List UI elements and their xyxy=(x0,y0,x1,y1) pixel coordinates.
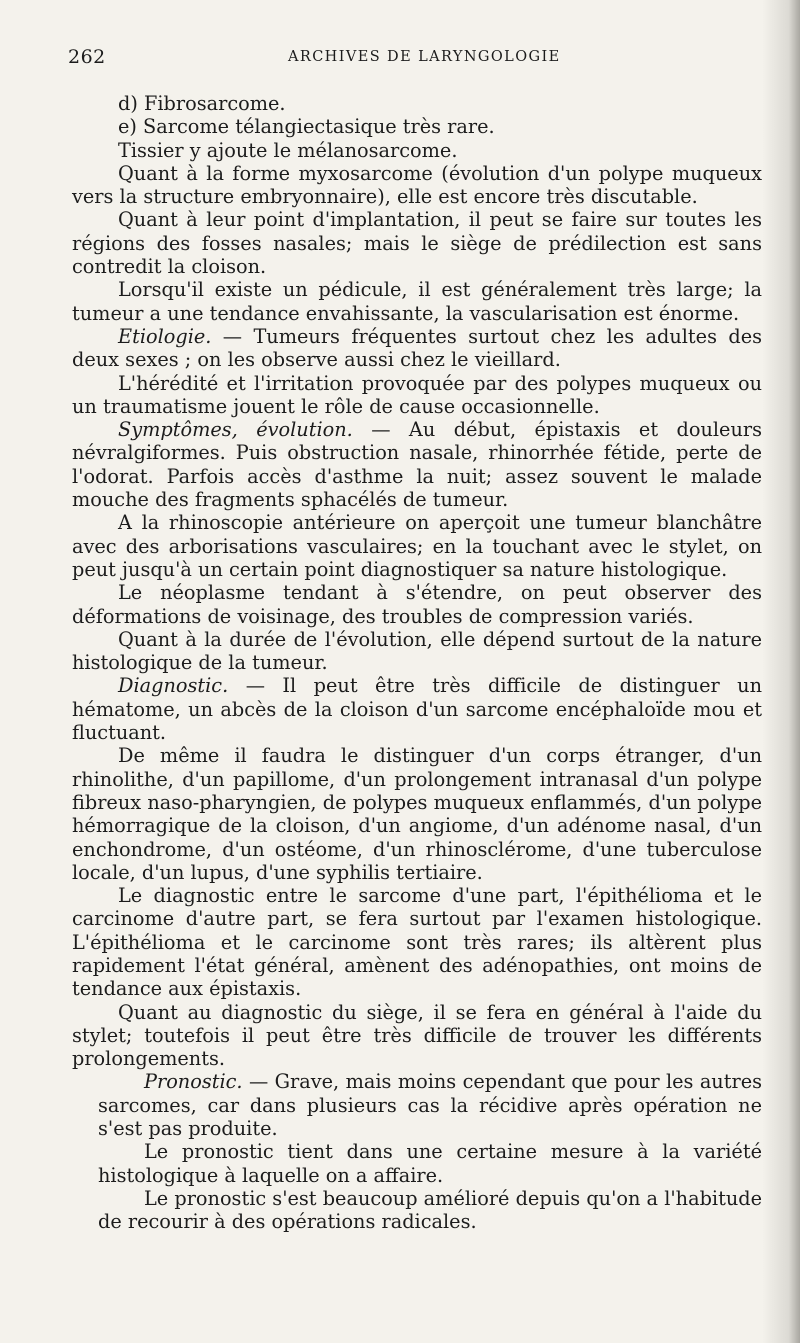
paragraph: Quant à la durée de l'évolution, elle dépend surtout de la nature histologique de la tumeur. xyxy=(72,627,762,675)
paragraph: Lorsqu'il existe un pédicule, il est généralement très large; la tumeur a une tendance envahissante, la vascularisation est énorme. xyxy=(72,278,762,325)
section-heading-etiologie: Etiologie. xyxy=(118,324,212,348)
paragraph: Quant à leur point d'implantation, il peut se faire sur toutes les régions des fosses nasales; mais le siège de prédilection est sans contredit la cloison. xyxy=(72,208,762,279)
page-number: 262 xyxy=(68,46,106,68)
paragraph: d) Fibrosarcome. xyxy=(118,92,286,115)
section-heading-diagnostic: Diagnostic. xyxy=(118,674,229,698)
paragraph-etiologie xyxy=(72,325,762,372)
paragraph-text: — Tumeurs fréquentes surtout chez les adultes des deux sexes ; on les observe aussi chez le vieillard. xyxy=(72,324,762,372)
running-title: ARCHIVES DE LARYNGOLOGIE xyxy=(288,49,561,65)
paragraph: Quant à la forme myxosarcome (évolution d'un polype muqueux vers la structure embryonnaire), elle est encore très discutable. xyxy=(72,161,762,209)
section-heading-pronostic: Pronostic. xyxy=(144,1070,243,1094)
paragraph: Le pronostic tient dans une certaine mesure à la variété histologique à laquelle on a affaire. xyxy=(98,1140,762,1187)
section-heading-symptomes: Symptômes, évolution. xyxy=(118,418,353,442)
paragraph: De même il faudra le distinguer d'un corps étranger, d'un rhinolithe, d'un papillome, d'un prolongement intranasal d'un polype fibreux naso-pharyngien, de polypes muqueux enflammés, d'un polype hémorragique de la cloison, d'un angiome, d'un adénome nasal, d'un enchondrome, d'un ostéome, d'un rhinosclérome, d'une tuberculose locale, d'un lupus, d'une syphilis tertiaire. xyxy=(72,744,762,884)
paragraph-diagnostic xyxy=(72,674,762,744)
paragraph: A la rhinoscopie antérieure on aperçoit une tumeur blanchâtre avec des arborisations vasculaires; en la touchant avec le stylet, on peut jusqu'à un certain point diagnostiquer sa nature histologique. xyxy=(72,511,762,581)
paragraph: Le diagnostic entre le sarcome d'une part, l'épithélioma et le carcinome d'autre part, se fera surtout par l'examen histologique. L'épithélioma et le carcinome sont très rares; ils altèrent plus rapidement l'état général, amènent des adénopathies, ont moins de tendance aux épistaxis. xyxy=(72,884,762,1001)
paragraph: Tissier y ajoute le mélanosarcome. xyxy=(118,138,458,162)
paragraph-text: — Il peut être très difficile de distinguer un hématome, un abcès de la cloison d'un sarcome encéphaloïde mou et fluctuant. xyxy=(72,674,762,745)
paragraph-text: — Au début, épistaxis et douleurs névralgiformes. Puis obstruction nasale, rhinorrhée fétide, perte de l'odorat. Parfois accès d'asthme la nuit; assez souvent le malade mouche des fragments sphacélés de tumeur. xyxy=(72,418,762,512)
paragraph-text: — Grave, mais moins cependant que pour les autres sarcomes, car dans plusieurs cas la récidive après opération ne s'est pas produite. xyxy=(98,1070,762,1141)
paragraph: Quant au diagnostic du siège, il se fera en général à l'aide du stylet; toutefois il peut être très difficile de trouver les différents prolongements. xyxy=(72,1000,762,1071)
paragraph: Le néoplasme tendant à s'étendre, on peut observer des déformations de voisinage, des troubles de compression variés. xyxy=(72,581,762,628)
paragraph: e) Sarcome télangiectasique très rare. xyxy=(118,115,495,139)
body-text xyxy=(72,92,762,1234)
paragraph: L'hérédité et l'irritation provoquée par des polypes muqueux ou un traumatisme jouent le rôle de cause occasionnelle. xyxy=(72,371,762,418)
page-edge-shadow xyxy=(762,0,800,1343)
paragraph-symptomes xyxy=(72,418,762,511)
page-header xyxy=(68,46,758,72)
paragraph: Le pronostic s'est beaucoup amélioré depuis qu'on a l'habitude de recourir à des opérations radicales. xyxy=(98,1186,762,1234)
paragraph-pronostic xyxy=(72,1070,762,1140)
